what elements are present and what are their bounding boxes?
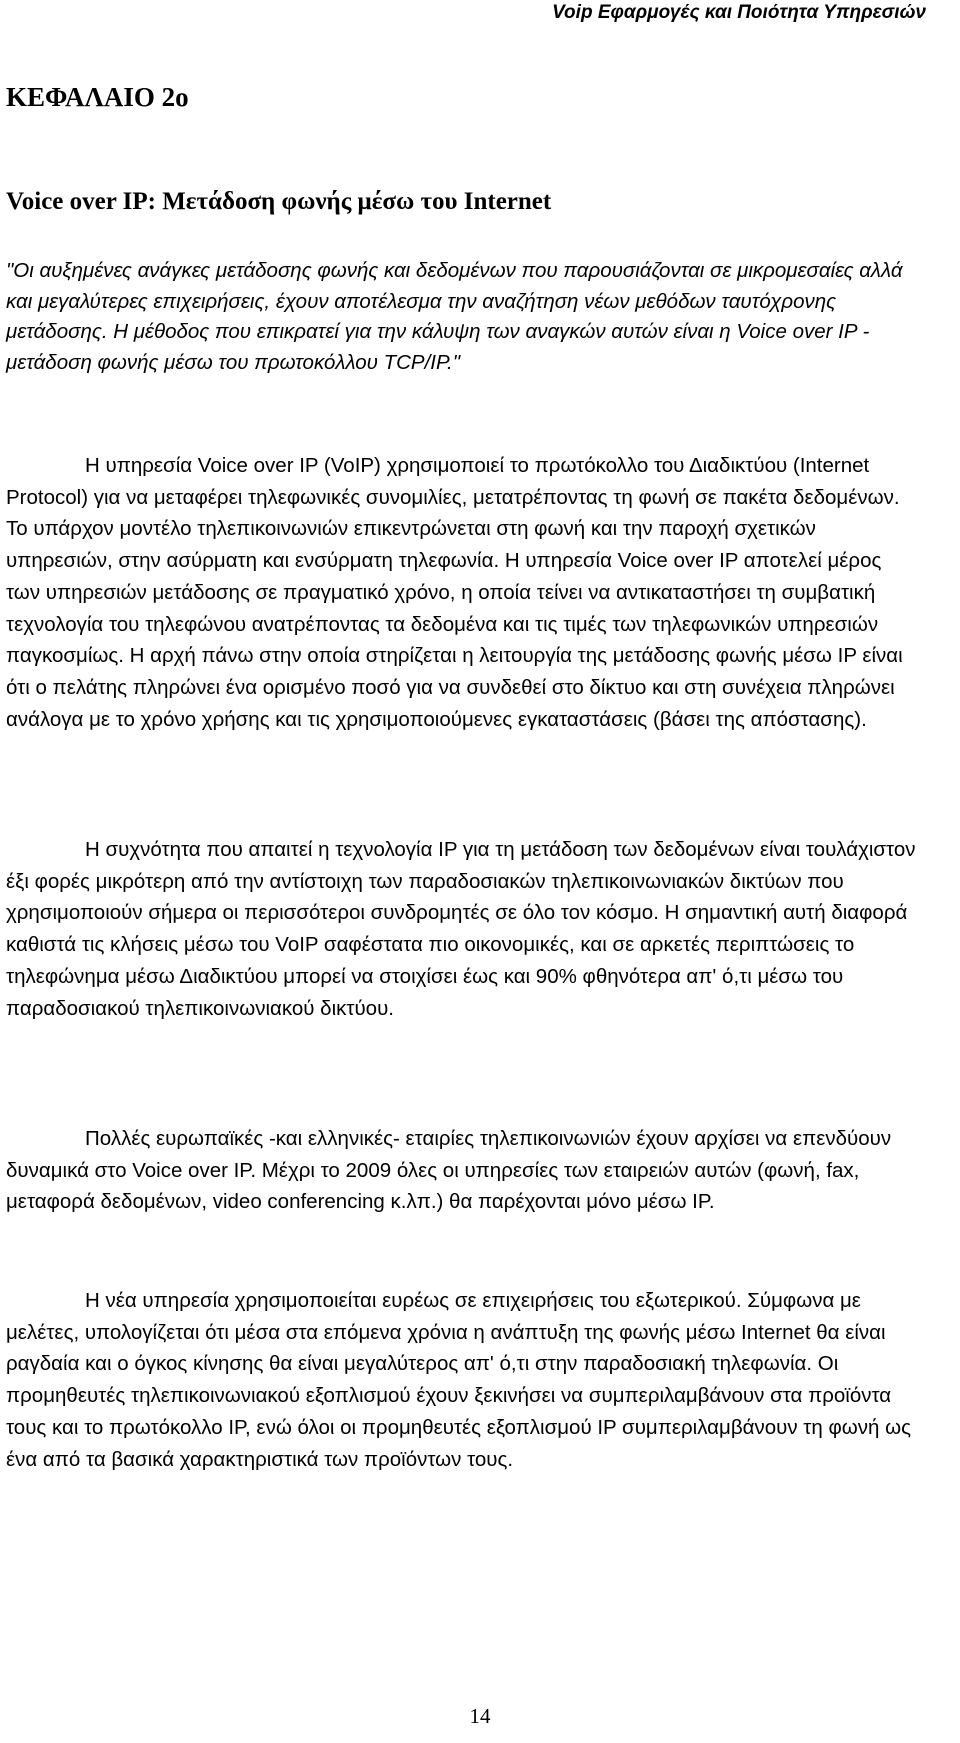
body-paragraph: Η υπηρεσία Voice over IP (VoIP) χρησιμοποιεί το πρωτόκολλο του Διαδικτύου (Internet Protocol) για να μεταφέρει τηλεφωνικές συνομιλίες, μετατρέποντας τη φωνή σε πακέτα δεδομένων. Το υπάρχον μοντέλο τηλεπικοινωνιών επικεντρώνεται στη φωνή και την παροχή σχετικών υπηρεσιών, στην ασύρματη και ενσύρματη τηλεφωνία. Η υπηρεσία Voice over IP αποτελεί μέρος των υπηρεσιών μετάδοσης σε πραγματικό χρόνο, η οποία τείνει να αντικαταστήσει τη συμβατική τεχνολογία του τηλεφώνου ανατρέποντας τα δεδομένα και τις τιμές των τηλεφωνικών υπηρεσιών παγκοσμίως. Η αρχή πάνω στην οποία στηρίζεται η λειτουργία της μετάδοσης φωνής μέσω IP είναι ότι ο πελάτης πληρώνει ένα ορισμένο ποσό για να συνδεθεί στο δίκτυο και στη συνέχεια πληρώνει ανάλογα με το χρόνο χρήσης και τις χρησιμοποιούμενες εγκαταστάσεις (βάσει της απόστασης). — [6, 454, 903, 731]
intro-quote: "Οι αυξημένες ανάγκες μετάδοσης φωνής και δεδομένων που παρουσιάζονται σε μικρομεσαίες αλλά και μεγαλύτερες επιχειρήσεις, έχουν αποτέλεσμα την αναζήτηση νέων μεθόδων ταυτόχρονης μετάδοσης. Η μέθοδος που επικρατεί για την κάλυψη των αναγκών αυτών είναι η Voice over IP - μετάδοση φωνής μέσω του πρωτοκόλλου TCP/IP." — [6, 259, 903, 374]
running-header: Voip Εφαρμογές και Ποιότητα Υπηρεσιών — [552, 2, 926, 23]
chapter-label: ΚΕΦΑΛΑΙΟ 2ο — [6, 82, 189, 112]
body-paragraph: Η συχνότητα που απαιτεί η τεχνολογία IP για τη μετάδοση των δεδομένων είναι τουλάχιστον έξι φορές μικρότερη από την αντίστοιχη των παραδοσιακών τηλεπικοινωνιακών δικτύων που χρησιμοποιούν σήμερα οι περισσότεροι συνδρομητές σε όλο τον κόσμο. Η σημαντική αυτή διαφορά καθιστά τις κλήσεις μέσω του VoIP σαφέστατα πιο οικονομικές, και σε αρκετές περιπτώσεις το τηλεφώνημα μέσω Διαδικτύου μπορεί να στοιχίσει έως και 90% φθηνότερα απ' ό,τι μέσω του παραδοσιακού τηλεπικοινωνιακού δικτύου. — [6, 838, 916, 1020]
page-number: 14 — [469, 1704, 491, 1728]
chapter-title: Voice over IP: Μετάδοση φωνής μέσω του Internet — [6, 188, 552, 215]
body-paragraph: Πολλές ευρωπαϊκές -και ελληνικές- εταιρίες τηλεπικοινωνιών έχουν αρχίσει να επενδύουν δυναμικά στο Voice over IP. Μέχρι το 2009 όλες οι υπηρεσίες των εταιρειών αυτών (φωνή, fax, μεταφορά δεδομένων, video conferencing κ.λπ.) θα παρέχονται μόνο μέσω IP. — [6, 1127, 892, 1214]
body-paragraph: Η νέα υπηρεσία χρησιμοποιείται ευρέως σε επιχειρήσεις του εξωτερικού. Σύμφωνα με μελέτες, υπολογίζεται ότι μέσα στα επόμενα χρόνια η ανάπτυξη της φωνής μέσω Internet θα είναι ραγδαία και ο όγκος κίνησης θα είναι μεγαλύτερος απ' ό,τι στην παραδοσιακή τηλεφωνία. Οι προμηθευτές τηλεπικοινωνιακού εξοπλισμού έχουν ξεκινήσει να συμπεριλαμβάνουν στα προϊόντα τους και το πρωτόκολλο IP, ενώ όλοι οι προμηθευτές εξοπλισμού IP συμπεριλαμβάνουν τη φωνή ως ένα από τα βασικά χαρακτηριστικά των προϊόντων τους. — [6, 1289, 912, 1471]
